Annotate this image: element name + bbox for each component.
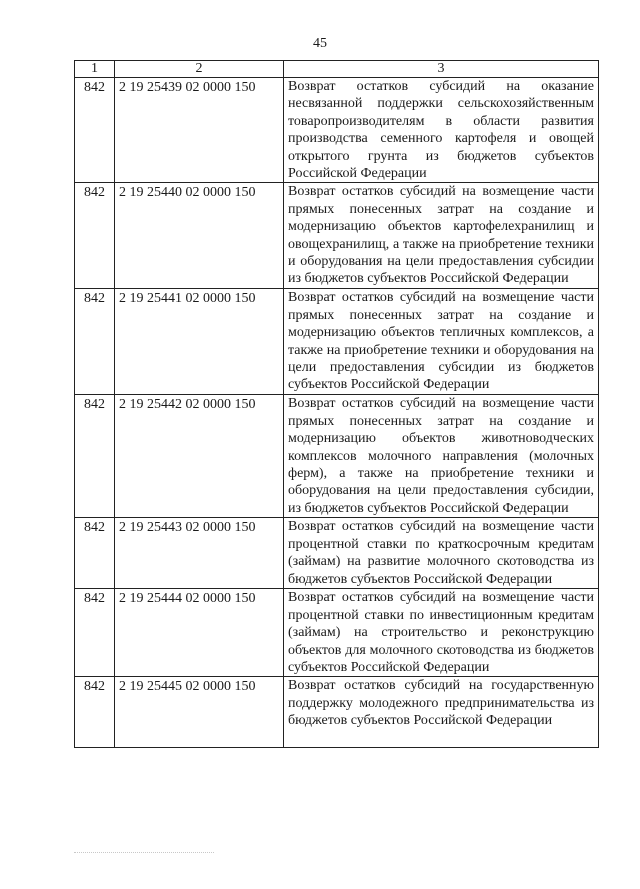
table-row xyxy=(75,289,599,395)
admin-code-cell: 842 xyxy=(75,589,115,677)
budget-classification-code-cell: 2 19 25443 02 0000 150 xyxy=(115,518,284,589)
description-cell: Возврат остатков субсидий на возмещение части процентной ставки по инвестиционным кредитам (займам) на строительство и реконструкцию объектов для молочного скотоводства из бюджетов субъектов Российской Федерации xyxy=(284,589,599,677)
budget-codes-table xyxy=(74,60,599,748)
admin-code-cell: 842 xyxy=(75,677,115,748)
table-row xyxy=(75,183,599,289)
description-cell: Возврат остатков субсидий на возмещение части прямых понесенных затрат на создание и модернизацию объектов картофелехранилищ и овощехранилищ, а также на приобретение техники и оборудования на цели предоставления субсидии из бюджетов субъектов Российской Федерации xyxy=(284,183,599,289)
description-cell: Возврат остатков субсидий на государственную поддержку молодежного предпринимательства из бюджетов субъектов Российской Федерации xyxy=(284,677,599,748)
table-row xyxy=(75,395,599,518)
description-cell: Возврат остатков субсидий на оказание несвязанной поддержки сельскохозяйственным товаропроизводителям в области развития производства семенного картофеля и овощей открытого грунта из бюджетов субъектов Российской Федерации xyxy=(284,78,599,183)
admin-code-cell: 842 xyxy=(75,518,115,589)
budget-classification-code-cell: 2 19 25442 02 0000 150 xyxy=(115,395,284,518)
budget-classification-code-cell: 2 19 25444 02 0000 150 xyxy=(115,589,284,677)
admin-code-cell: 842 xyxy=(75,78,115,183)
budget-classification-code-cell: 2 19 25445 02 0000 150 xyxy=(115,677,284,748)
scan-artifact-line xyxy=(74,852,214,855)
header-col-2: 2 xyxy=(115,61,284,78)
description-cell: Возврат остатков субсидий на возмещение части прямых понесенных затрат на создание и модернизацию объектов тепличных комплексов, а также на приобретение техники и оборудования на цели предоставления субсидии из бюджетов субъектов Российской Федерации xyxy=(284,289,599,395)
budget-classification-code-cell: 2 19 25439 02 0000 150 xyxy=(115,78,284,183)
admin-code-cell: 842 xyxy=(75,395,115,518)
budget-classification-code-cell: 2 19 25440 02 0000 150 xyxy=(115,183,284,289)
table-row xyxy=(75,677,599,748)
admin-code-cell: 842 xyxy=(75,289,115,395)
page-number: 45 xyxy=(313,36,327,51)
header-col-3: 3 xyxy=(284,61,599,78)
description-cell: Возврат остатков субсидий на возмещение части процентной ставки по краткосрочным кредитам (займам) на развитие молочного скотоводства из бюджетов субъектов Российской Федерации xyxy=(284,518,599,589)
admin-code-cell: 842 xyxy=(75,183,115,289)
table-row xyxy=(75,518,599,589)
table-row xyxy=(75,589,599,677)
description-cell: Возврат остатков субсидий на возмещение части прямых понесенных затрат на создание и модернизацию объектов животноводческих комплексов молочного направления (молочных ферм), а также на приобретение техники и оборудования на цели предоставления субсидии, из бюджетов субъектов Российской Федерации xyxy=(284,395,599,518)
budget-classification-code-cell: 2 19 25441 02 0000 150 xyxy=(115,289,284,395)
table-header-row xyxy=(75,61,599,78)
table-row xyxy=(75,78,599,183)
header-col-1: 1 xyxy=(75,61,115,78)
